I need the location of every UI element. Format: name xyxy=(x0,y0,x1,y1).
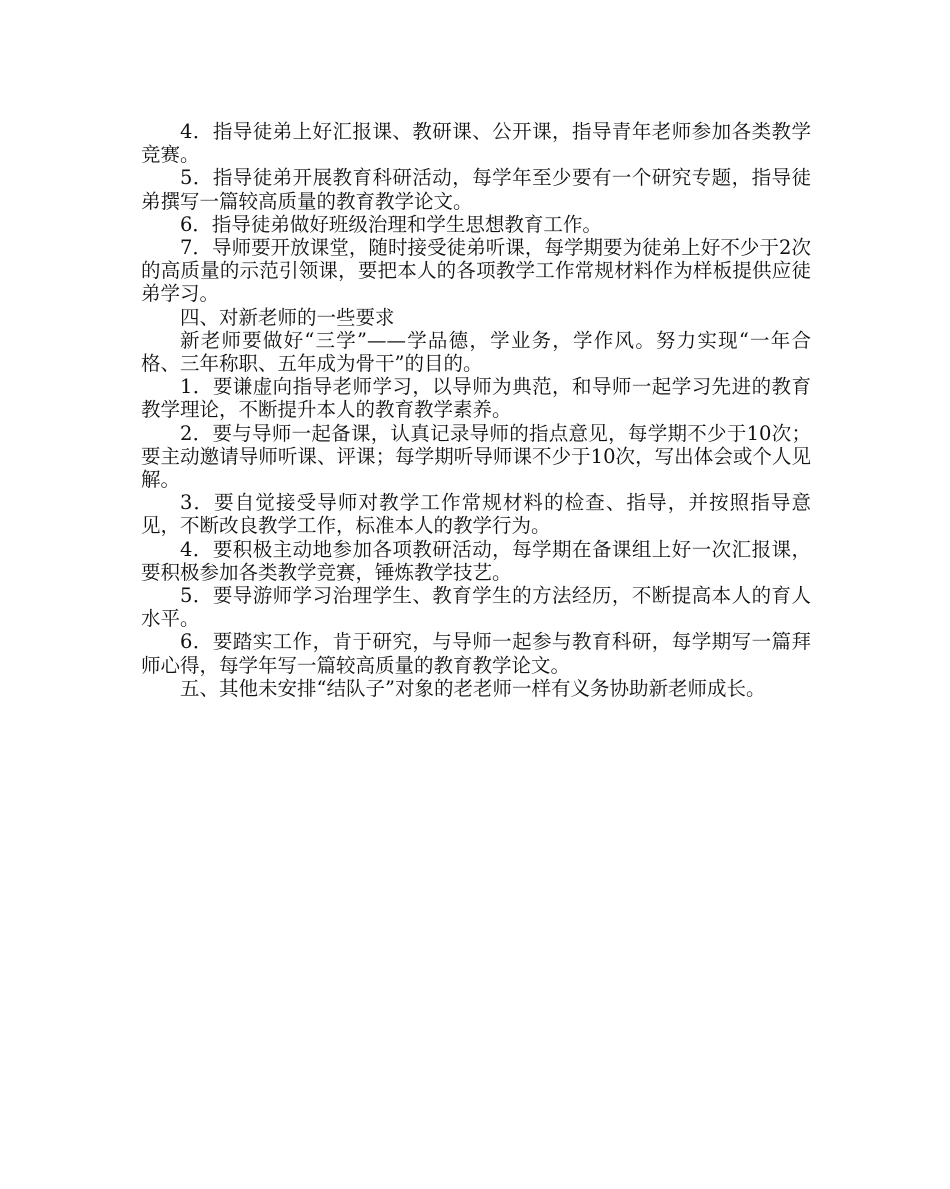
section-heading-other-teachers: 五、其他未安排“结队子”对象的老老师一样有义务协助新老师成长。 xyxy=(180,676,766,700)
paragraph-guide-research: 5．指导徒弟开展教育科研活动，每学年至少要有一个研究专题，指导徒弟撰写一篇较高质量的教育教学论文。 xyxy=(141,166,811,213)
paragraph-teaching-research: 4．要积极主动地参加各项教研活动，每学期在备课组上好一次汇报课，要积极参加各类教学竞赛，锤炼教学技艺。 xyxy=(141,537,811,584)
paragraph-open-classroom: 7．导师要开放课堂，随时接受徒弟听课，每学期要为徒弟上好不少于2次的高质量的示范引领课，要把本人的各项教学工作常规材料作为样板提供应徒弟学习。 xyxy=(141,236,811,306)
paragraph-lesson-preparation: 2．要与导师一起备课，认真记录导师的指点意见，每学期不少于10次；要主动邀请导师听课、评课；每学期听导师课不少于10次，写出体会或个人见解。 xyxy=(141,421,811,492)
paragraph-guide-open-lessons: 4．指导徒弟上好汇报课、教研课、公开课，指导青年老师参加各类教学竞赛。 xyxy=(141,120,811,167)
section-heading-new-teacher-requirements: 四、对新老师的一些要求 xyxy=(180,305,395,329)
paragraph-accept-inspection: 3．要自觉接受导师对教学工作常规材料的检查、指导，并按照指导意见，不断改良教学工作，标准本人的教学行为。 xyxy=(141,491,811,538)
paragraph-learn-from-mentor: 1．要谦虚向指导老师学习，以导师为典范，和导师一起学习先进的教育教学理论，不断提升本人的教育教学素养。 xyxy=(141,375,811,422)
paragraph-practical-work: 6．要踏实工作，肯于研究，与导师一起参与教育科研，每学期写一篇拜师心得，每学年写一篇较高质量的教育教学论文。 xyxy=(141,630,811,677)
document-body xyxy=(141,120,811,700)
paragraph-student-management: 5．要导游师学习治理学生、教育学生的方法经历，不断提高本人的育人水平。 xyxy=(141,584,811,631)
paragraph-three-learnings: 新老师要做好“三学”——学品德，学业务，学作风。努力实现“一年合格、三年称职、五年成为骨干”的目的。 xyxy=(141,328,811,376)
paragraph-guide-class-management: 6．指导徒弟做好班级治理和学生思想教育工作。 xyxy=(180,212,602,236)
